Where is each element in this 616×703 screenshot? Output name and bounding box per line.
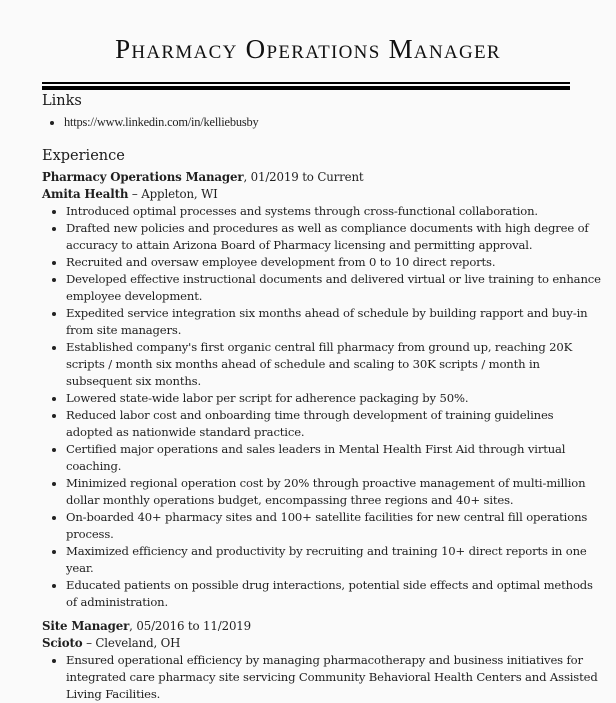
linkedin-link[interactable]: https://www.linkedin.com/in/kelliebusby bbox=[64, 115, 259, 129]
bullet-icon bbox=[52, 516, 56, 520]
company-line bbox=[42, 186, 602, 203]
links-section bbox=[42, 91, 602, 131]
job-bullets bbox=[42, 652, 602, 703]
bullet-icon bbox=[52, 346, 56, 350]
bullet-text: Drafted new policies and procedures as well as compliance documents with high degree of accuracy to attain Arizona Board of Pharmacy licensing and permitting approval. bbox=[66, 221, 589, 252]
company-line bbox=[42, 635, 602, 652]
page-title: Pharmacy Operations Manager bbox=[115, 34, 501, 64]
job-title: Site Manager bbox=[42, 619, 130, 633]
bullet-icon bbox=[52, 278, 56, 282]
bullet-text: Expedited service integration six months ahead of schedule by building rapport and buy-in from site managers. bbox=[66, 306, 588, 337]
company-name: Scioto bbox=[42, 636, 83, 650]
link-item[interactable] bbox=[42, 114, 602, 131]
list-item bbox=[42, 339, 602, 390]
bullet-icon bbox=[52, 414, 56, 418]
bullet-text: Ensured operational efficiency by managing pharmacotherapy and business initiatives for integrated care pharmacy site servicing Community Behavioral Health Centers and Assisted Living Facilities. bbox=[66, 653, 598, 701]
bullet-icon bbox=[52, 550, 56, 554]
bullet-text: Introduced optimal processes and systems through cross-functional collaboration. bbox=[66, 204, 538, 218]
job-entry bbox=[42, 618, 602, 703]
job-dates: , 01/2019 to Current bbox=[243, 170, 364, 184]
bullet-icon bbox=[52, 312, 56, 316]
experience-heading: Experience bbox=[42, 148, 125, 164]
list-item bbox=[42, 407, 602, 441]
resume-content bbox=[42, 90, 602, 703]
bullet-text: Educated patients on possible drug interactions, potential side effects and optimal methods of administration. bbox=[66, 578, 593, 609]
list-item bbox=[42, 254, 602, 271]
bullet-icon bbox=[52, 448, 56, 452]
list-item bbox=[42, 390, 602, 407]
list-item bbox=[42, 475, 602, 509]
list-item bbox=[42, 577, 602, 611]
job-entry bbox=[42, 169, 602, 611]
list-item bbox=[42, 441, 602, 475]
links-list bbox=[42, 114, 602, 131]
bullet-text: Established company's first organic central fill pharmacy from ground up, reaching 20K scripts / month six months ahead of schedule and scaling to 30K scripts / month in subsequent six months. bbox=[66, 340, 573, 388]
list-item bbox=[42, 543, 602, 577]
job-bullets bbox=[42, 203, 602, 611]
list-item bbox=[42, 203, 602, 220]
job-title-line bbox=[42, 618, 602, 635]
bullet-icon bbox=[52, 584, 56, 588]
links-heading: Links bbox=[42, 93, 82, 109]
bullet-icon bbox=[52, 261, 56, 265]
bullet-text: Lowered state-wide labor per script for adherence packaging by 50%. bbox=[66, 391, 469, 405]
company-name: Amita Health bbox=[42, 187, 129, 201]
bullet-icon bbox=[52, 397, 56, 401]
job-title: Pharmacy Operations Manager bbox=[42, 170, 244, 184]
bullet-icon bbox=[52, 227, 56, 231]
bullet-icon bbox=[50, 121, 54, 125]
experience-section bbox=[42, 146, 602, 703]
list-item bbox=[42, 271, 602, 305]
job-title-line bbox=[42, 169, 602, 186]
bullet-icon bbox=[52, 210, 56, 214]
bullet-text: On-boarded 40+ pharmacy sites and 100+ satellite facilities for new central fill operations process. bbox=[66, 510, 588, 541]
list-item bbox=[42, 652, 602, 703]
bullet-text: Maximized efficiency and productivity by recruiting and training 10+ direct reports in one year. bbox=[66, 544, 587, 575]
bullet-icon bbox=[52, 659, 56, 663]
list-item bbox=[42, 305, 602, 339]
title-divider-thin bbox=[42, 82, 570, 84]
bullet-text: Recruited and oversaw employee development from 0 to 10 direct reports. bbox=[66, 255, 496, 269]
bullet-text: Reduced labor cost and onboarding time through development of training guidelines adopted as nationwide standard practice. bbox=[66, 408, 554, 439]
bullet-text: Certified major operations and sales leaders in Mental Health First Aid through virtual coaching. bbox=[66, 442, 566, 473]
bullet-icon bbox=[52, 482, 56, 486]
job-dates: , 05/2016 to 11/2019 bbox=[129, 619, 252, 633]
list-item bbox=[42, 220, 602, 254]
company-location: – Appleton, WI bbox=[128, 187, 218, 201]
company-location: – Cleveland, OH bbox=[82, 636, 181, 650]
list-item bbox=[42, 509, 602, 543]
bullet-text: Developed effective instructional documents and delivered virtual or live training to enhance employee development. bbox=[66, 272, 601, 303]
bullet-text: Minimized regional operation cost by 20% through proactive management of multi-million dollar monthly operations budget, encompassing three regions and 40+ sites. bbox=[66, 476, 586, 507]
